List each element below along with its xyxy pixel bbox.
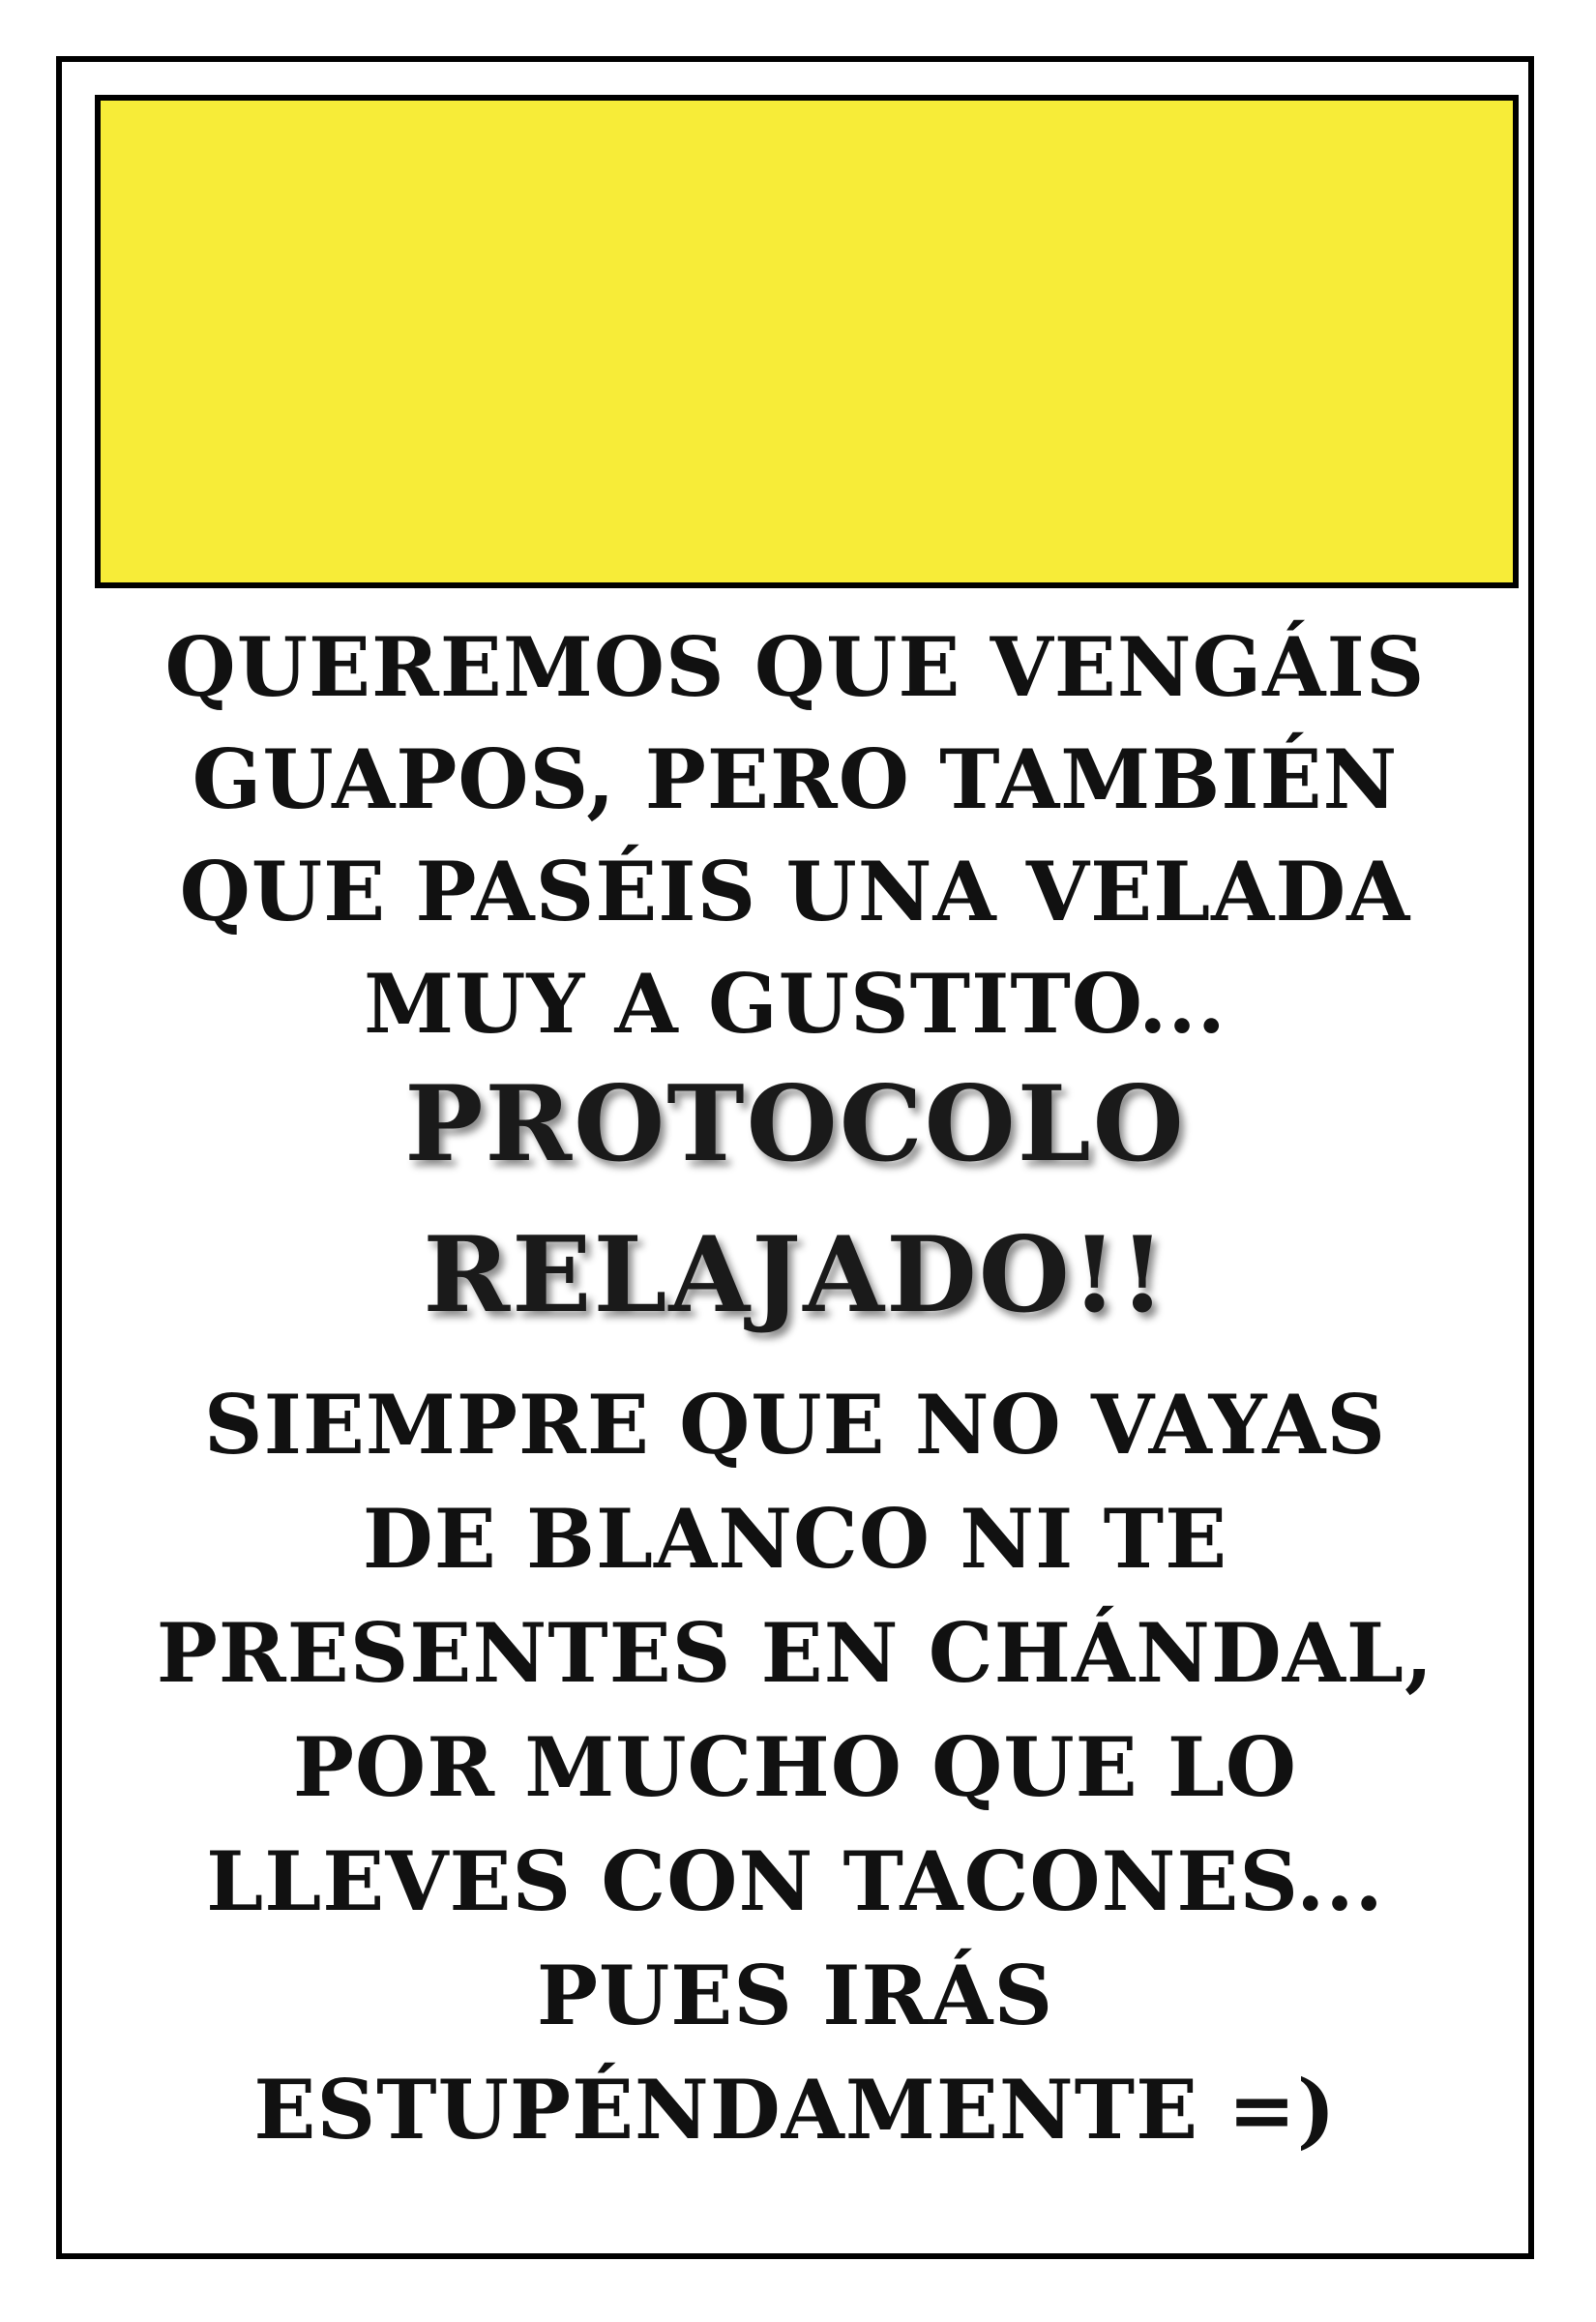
outro-text: [62, 1368, 1528, 2167]
intro-line: MUY A GUSTITO...: [364, 956, 1227, 1052]
outro-line: SIEMPRE QUE NO VAYAS: [203, 1377, 1387, 1473]
outro-line: PRESENTES EN CHÁNDAL,: [156, 1605, 1434, 1701]
intro-line: QUE PASÉIS UNA VELADA: [179, 844, 1411, 939]
outro-line: ESTUPÉNDAMENTE =): [253, 2062, 1337, 2158]
outro-line: LLEVES CON TACONES...: [206, 1833, 1384, 1929]
outro-line: POR MUCHO QUE LO: [292, 1719, 1298, 1815]
intro-line: GUAPOS, PERO TAMBIÉN: [192, 731, 1399, 827]
headline-line: PROTOCOLO: [404, 1063, 1186, 1185]
poster-frame: [56, 56, 1534, 2259]
headline-line: RELAJADO!!: [423, 1214, 1167, 1336]
intro-text: [62, 611, 1528, 1060]
headline: [62, 1049, 1528, 1351]
outro-line: PUES IRÁS: [536, 1948, 1054, 2043]
outro-line: DE BLANCO NI TE: [362, 1491, 1228, 1587]
yellow-panel: [95, 95, 1519, 588]
intro-line: QUEREMOS QUE VENGÁIS: [164, 619, 1426, 715]
